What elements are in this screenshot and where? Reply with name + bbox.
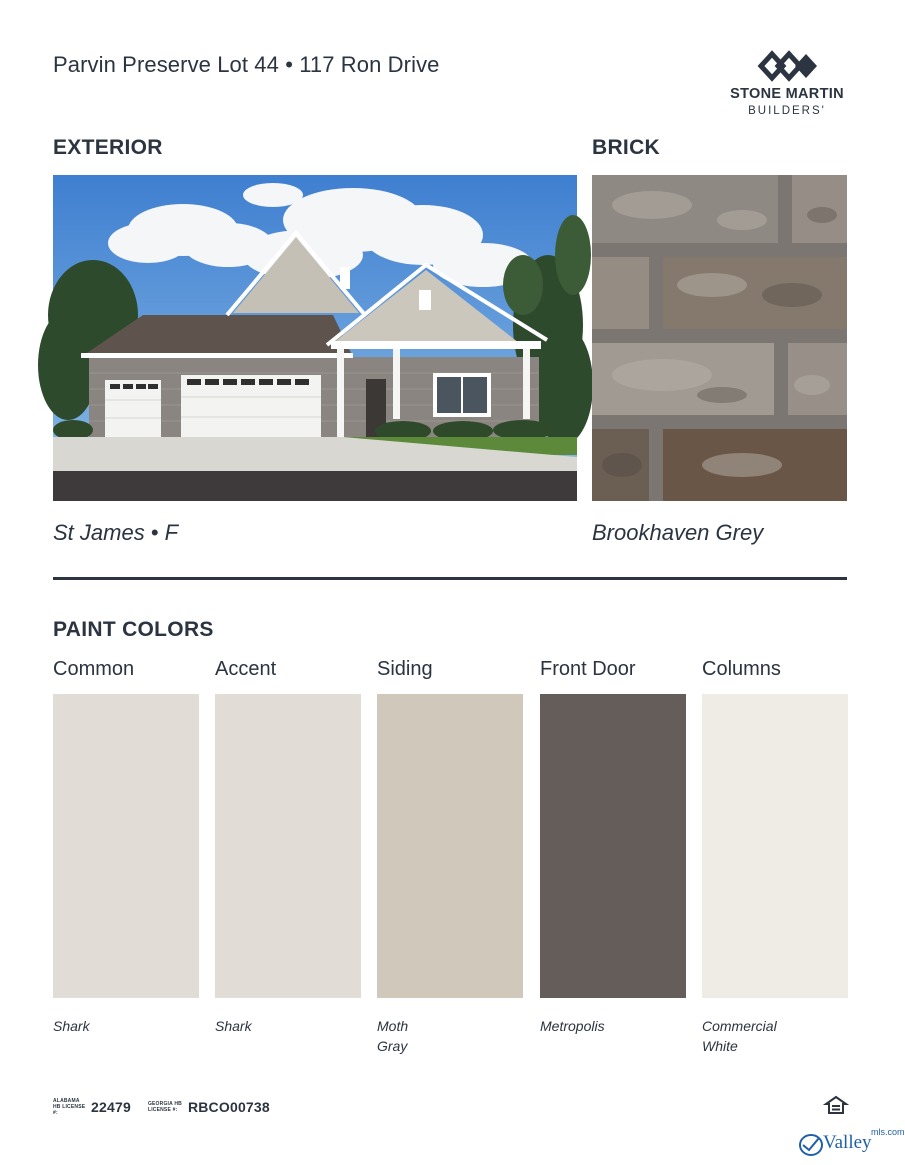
page-title: Parvin Preserve Lot 44 • 117 Ron Drive (53, 52, 440, 77)
brick-heading: BRICK (592, 136, 660, 159)
license-number: 22479 (91, 1099, 131, 1115)
exterior-heading: EXTERIOR (53, 136, 163, 159)
swatch-columns (702, 658, 848, 1056)
section-divider (53, 577, 847, 580)
valley-mls-logo (797, 1124, 905, 1160)
color-name: Moth Gray (377, 1018, 409, 1054)
color-name: Metropolis (540, 1018, 605, 1034)
color-name: Commercial White (702, 1018, 777, 1054)
brick-caption: Brookhaven Grey (592, 520, 764, 545)
paint-colors-heading: PAINT COLORS (53, 618, 214, 641)
color-swatch (215, 694, 361, 998)
swatch-label: Siding (377, 658, 433, 680)
valley-domain: mls.com (871, 1127, 905, 1137)
swatch-label: Front Door (540, 658, 636, 680)
logo-chevrons-icon (758, 50, 818, 82)
swatch-front-door (540, 658, 686, 1036)
swatch-label: Accent (215, 658, 277, 680)
color-swatch (540, 694, 686, 998)
stone-martin-logo (722, 50, 852, 122)
color-swatch (377, 694, 523, 998)
swatch-siding (377, 658, 523, 1056)
brick-photo (592, 175, 847, 501)
swatch-label: Common (53, 658, 135, 680)
exterior-caption: St James • F (53, 520, 179, 545)
exterior-photo (53, 175, 577, 501)
swatch-accent (215, 658, 361, 1036)
equal-housing-icon (825, 1096, 847, 1114)
valley-swoosh-icon (797, 1130, 825, 1158)
license-numbers (53, 1098, 287, 1116)
swatch-common (53, 658, 199, 1036)
license-number: RBCO00738 (187, 1099, 270, 1115)
logo-text-secondary: BUILDERS' (748, 105, 826, 117)
color-name: Shark (53, 1018, 90, 1034)
license-label: ALABAMA HB LICENSE #: (53, 1098, 86, 1116)
color-swatch (53, 694, 199, 998)
valley-text: Valley (823, 1132, 872, 1153)
license-label: GEORGIA HB LICENSE #: (147, 1101, 182, 1113)
color-name: Shark (215, 1018, 252, 1034)
swatch-label: Columns (702, 658, 781, 680)
color-swatch (702, 694, 848, 998)
logo-text-primary: STONE MARTIN (730, 86, 844, 102)
